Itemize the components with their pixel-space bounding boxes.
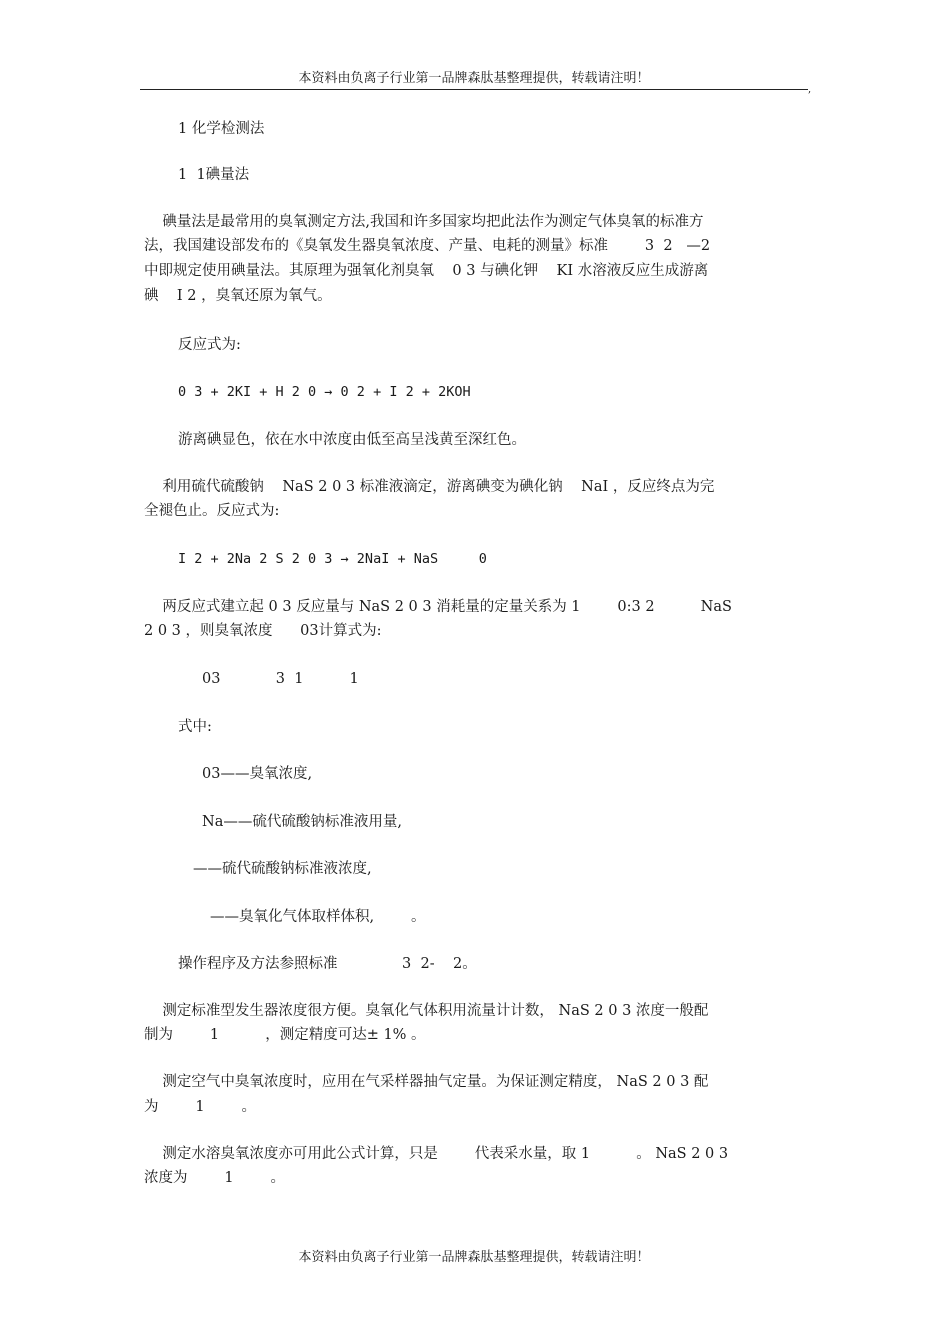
standard-type-line-2: 制为 1 ，测定精度可达± 1% 。	[144, 1027, 426, 1043]
relation-line-1: 两反应式建立起 0 3 反应量与 NaS 2 0 3 消耗量的定量关系为 1 0:3 2 NaS	[144, 599, 732, 615]
page-footer: 本资料由负离子行业第一品牌森肽基整理提供，转载请注明！	[298, 1250, 650, 1265]
water-line-2: 浓度为 1 。	[144, 1170, 285, 1186]
intro-line-3: 中即规定使用碘量法。其原理为强氧化剂臭氧 0 3 与碘化钾 KI 水溶液反应生成游离	[144, 263, 709, 279]
section-heading: 1 化学检测法	[178, 121, 265, 137]
intro-line-4: 碘 I 2 ，臭氧还原为氧气。	[144, 288, 332, 304]
titration-line-1: 利用硫代硫酸钠 NaS 2 0 3 标准液滴定，游离碘变为碘化钠 NaI ，反应终点为完	[144, 479, 715, 495]
variable-volume: Na——硫代硫酸钠标准液用量,	[202, 814, 402, 830]
variable-sample-volume: ——臭氧化气体取样体积, 。	[210, 909, 426, 925]
reaction-label: 反应式为:	[178, 337, 241, 353]
water-line-1: 测定水溶臭氧浓度亦可用此公式计算，只是 代表采水量，取 1 。 NaS 2 0 3	[144, 1146, 729, 1162]
variable-ozone: 03——臭氧浓度,	[202, 766, 313, 782]
formula: 03 3 1 1	[202, 671, 359, 687]
air-line-1: 测定空气中臭氧浓度时，应用在气采样器抽气定量。为保证测定精度， NaS 2 0 3 配	[144, 1074, 709, 1090]
reaction-equation-1: 0 3 + 2KI + H 2 0 → 0 2 + I 2 + 2KOH	[178, 384, 471, 400]
procedure-note: 操作程序及方法参照标准 3 2- 2。	[178, 956, 477, 972]
header-mark: ,	[808, 84, 812, 95]
where-label: 式中:	[178, 719, 212, 735]
intro-line-1: 碘量法是最常用的臭氧测定方法,我国和许多国家均把此法作为测定气体臭氧的标准方	[144, 214, 704, 230]
subsection-heading: 1 1碘量法	[178, 167, 250, 183]
standard-type-line-1: 测定标准型发生器浓度很方便。臭氧化气体积用流量计计数， NaS 2 0 3 浓度一般配	[144, 1003, 709, 1019]
page-header: 本资料由负离子行业第一品牌森肽基整理提供，转载请注明！	[298, 71, 650, 86]
intro-line-2: 法，我国建设部发布的《臭氧发生器臭氧浓度、产量、电耗的测量》标准 3 2 —2	[144, 238, 711, 254]
relation-line-2: 2 0 3 ，则臭氧浓度 03计算式为:	[144, 623, 382, 639]
titration-line-2: 全褪色止。反应式为:	[144, 503, 280, 519]
reaction-equation-2: I 2 + 2Na 2 S 2 0 3 → 2NaI + NaS 0	[178, 551, 487, 567]
color-note: 游离碘显色，依在水中浓度由低至高呈浅黄至深红色。	[178, 432, 526, 448]
air-line-2: 为 1 。	[144, 1099, 256, 1115]
variable-concentration: ——硫代硫酸钠标准液浓度,	[193, 861, 372, 877]
header-divider	[140, 89, 808, 90]
